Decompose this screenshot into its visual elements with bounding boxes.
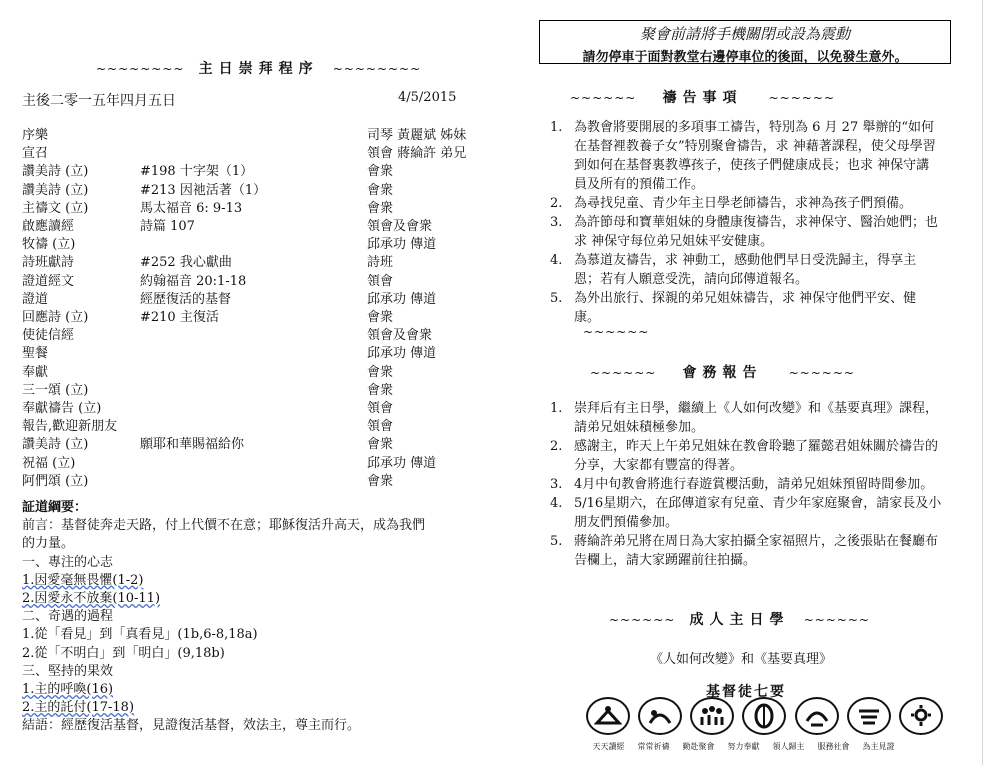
ornament-left: ~~~~~~~~ xyxy=(96,62,185,76)
item-text: 為教會將要開展的多項事工禱告，特別為 6 月 27 舉辦的“如何在基督裡教養子女”特別聚會禱告，求 神藉著課程，使父母學習到如何在基督裏教導孩子，使孩子們健康成長；也求 神保守講員及所有的預備工作。 xyxy=(574,120,936,192)
program-row xyxy=(22,251,452,269)
item-number: 2. xyxy=(550,196,563,211)
program-title: 主日崇拜程序 xyxy=(198,61,319,77)
program-item: 證道 xyxy=(22,291,49,307)
program-row xyxy=(22,160,452,178)
item-text: 5/16星期六，在邱傳道家有兒童、青少年家庭聚會，請家長及小朋友們預備參加。 xyxy=(574,496,942,530)
ornament-left: ~~~~~~ xyxy=(590,366,657,380)
essential-caption: 努力奉獻 xyxy=(727,742,760,751)
essential-caption: 為主見證 xyxy=(862,742,895,751)
bible-reading-icon xyxy=(586,697,630,735)
program-detail: 經歷復活的基督 xyxy=(140,291,232,307)
notice-box xyxy=(539,20,951,64)
ornament-right: ~~~~~~ xyxy=(788,366,855,380)
ornament-left: ~~~~~~ xyxy=(609,613,676,627)
item-text: 為許節母和寶華姐妹的身體康復禱告，求神保守、醫治她們；也求 神保守每位弟兄姐妹平安健康。 xyxy=(574,215,939,249)
program-row xyxy=(22,397,452,415)
sermon-line: 証道綱要： xyxy=(22,500,88,515)
program-item: 奉獻 xyxy=(22,364,49,380)
program-heading xyxy=(96,58,422,78)
seven-essentials-title: 基督徒七要 xyxy=(706,684,786,700)
sermon-line: 結語：經歷復活基督，見證復活基督，效法主，尊主而行。 xyxy=(22,718,361,734)
program-row xyxy=(22,379,452,397)
list-item xyxy=(550,532,942,570)
ornament-right: ~~~~~~ xyxy=(768,91,835,105)
seven-essentials-icons xyxy=(586,697,938,739)
program-item: 聖餐 xyxy=(22,346,49,362)
essential-caption: 天天讀經 xyxy=(592,742,625,751)
notice-phone: 聚會前請將手機關閉或設為震動 xyxy=(639,25,850,43)
sermon-line: 前言：基督徒奔走天路，付上代價不在意；耶穌復活升高天，成為我們 xyxy=(22,518,426,534)
program-row xyxy=(22,142,467,162)
news-list xyxy=(550,399,942,570)
item-number: 1. xyxy=(550,401,563,416)
program-person: 邱承功 傳道 xyxy=(367,455,437,471)
essential-caption: 服務社會 xyxy=(817,742,850,751)
program-person: 領會 xyxy=(367,419,394,435)
program-item: 啟應讀經 xyxy=(22,219,75,234)
news-title: 會務報告 xyxy=(682,365,763,381)
program-item: 報告,歡迎新朋友 xyxy=(22,419,118,435)
gathering-icon xyxy=(690,697,734,735)
item-text: 為尋找兒童、青少年主日學老師禱告，求神為孩子們預備。 xyxy=(574,196,913,211)
program-row xyxy=(22,270,452,288)
item-number: 5. xyxy=(550,534,563,549)
program-item: 三一頌 (立) xyxy=(22,382,89,398)
program-item: 主禱文 (立) xyxy=(22,200,89,216)
program-person: 領會 xyxy=(367,273,394,289)
program-item: 讚美詩 (立) xyxy=(22,182,89,198)
item-number: 1. xyxy=(550,120,563,135)
program-person: 會衆 xyxy=(367,182,394,198)
sermon-line: 二、奇遇的過程 xyxy=(22,609,114,625)
program-detail: #213 因祂活著（1） xyxy=(140,182,267,198)
program-row xyxy=(22,415,452,433)
program-item: 牧禱 (立) xyxy=(22,237,76,253)
sermon-line: 2.主的託付(17-18) xyxy=(22,700,135,716)
program-item: 祝福 (立) xyxy=(22,455,76,471)
news-heading xyxy=(590,362,890,382)
program-item: 證道經文 xyxy=(22,273,75,289)
item-number: 2. xyxy=(550,439,563,454)
program-person: 邱承功 傳道 xyxy=(367,291,437,307)
prayer-heading xyxy=(570,87,870,107)
program-row xyxy=(22,215,452,233)
list-item xyxy=(550,494,942,532)
list-item xyxy=(550,194,938,213)
list-item xyxy=(550,399,942,437)
item-number: 4. xyxy=(550,253,563,268)
program-item: 讚美詩 (立) xyxy=(22,437,89,453)
program-item: 阿們頌 (立) xyxy=(22,473,89,489)
item-text: 感謝主，昨天上午弟兄姐妹在教會聆聽了羅懿君姐妹關於禱告的分享，大家都有豐富的得著。 xyxy=(574,439,939,473)
list-item xyxy=(550,251,938,289)
ornament-right: ~~~~~~~~ xyxy=(332,62,422,76)
program-row xyxy=(22,197,452,215)
program-item: 序樂 xyxy=(22,128,49,143)
item-text: 為慕道友禱告，求 神動工，感動他們早日受洗歸主，得享主恩；若有人願意受洗，請向邱傳道報名。 xyxy=(574,253,917,287)
program-person: 領會及會衆 xyxy=(367,328,433,344)
list-item xyxy=(550,213,938,251)
program-person: 司琴 黃麗斌 姊妹 xyxy=(367,128,467,143)
essential-caption: 領人歸主 xyxy=(772,742,805,751)
school-course: 《人如何改變》和《基要真理》 xyxy=(650,652,833,667)
item-text: 蔣綸許弟兄將在周日為大家拍攝全家福照片，之後張貼在餐廳布告欄上，請大家踴躍前往拍攝。 xyxy=(574,534,939,568)
prayer-list xyxy=(550,118,938,327)
school-title: 成人主日學 xyxy=(689,612,790,628)
program-person: 會衆 xyxy=(367,364,394,380)
offering-icon xyxy=(742,697,786,735)
item-text: 為外出旅行、探親的弟兄姐妹禱告，求 神保守他們平安、健康。 xyxy=(574,291,917,325)
list-item xyxy=(550,289,938,327)
program-item: 奉獻禱告 (立) xyxy=(22,401,102,416)
sermon-line: 三、堅持的果效 xyxy=(22,663,114,679)
program-row xyxy=(22,433,452,451)
list-item xyxy=(550,475,942,494)
item-number: 3. xyxy=(550,477,563,492)
program-person: 會衆 xyxy=(367,437,394,453)
service-date-numeric: 4/5/2015 xyxy=(398,90,457,105)
program-row xyxy=(22,324,452,342)
sermon-line: 一、專注的心志 xyxy=(22,554,114,570)
program-row xyxy=(22,124,467,143)
essential-caption: 常常祈禱 xyxy=(637,742,670,751)
evangelism-icon xyxy=(795,697,839,735)
sermon-line: 的力量。 xyxy=(22,536,75,552)
ornament-divider: ~~~~~~ xyxy=(583,325,650,339)
seven-essentials-captions xyxy=(586,738,938,753)
program-row xyxy=(22,306,452,324)
program-detail: 願耶和華賜福給你 xyxy=(140,437,245,453)
prayer-icon xyxy=(638,697,682,735)
program-item: 使徒信經 xyxy=(22,328,75,344)
item-number: 5. xyxy=(550,291,563,306)
program-item: 回應詩 (立) xyxy=(22,310,89,325)
program-row xyxy=(22,452,452,470)
essential-caption: 勤赴聚會 xyxy=(682,742,715,751)
prayer-title: 禱告事項 xyxy=(662,90,743,106)
program-row xyxy=(22,361,452,379)
program-item: 宣召 xyxy=(22,146,49,162)
program-row xyxy=(22,288,452,306)
program-person: 會衆 xyxy=(367,164,394,180)
program-person: 領會 xyxy=(367,401,394,416)
program-person: 會衆 xyxy=(367,473,394,489)
program-row xyxy=(22,179,452,197)
program-person: 詩班 xyxy=(367,255,394,271)
item-text: 4月中旬教會將進行春遊賞櫻活動，請弟兄姐妹預留時間參加。 xyxy=(574,477,934,492)
sermon-line: 2.因愛永不放棄(10-11) xyxy=(22,591,161,606)
ornament-right: ~~~~~~ xyxy=(803,613,870,627)
program-detail: 馬太福音 6: 9-13 xyxy=(140,200,243,216)
program-detail: #210 主復活 xyxy=(140,310,219,325)
program-item: 詩班獻詩 xyxy=(22,255,75,271)
sermon-line: 1.主的呼喚(16) xyxy=(22,682,114,697)
program-person: 領會及會衆 xyxy=(367,219,433,234)
program-person: 邱承功 傳道 xyxy=(367,346,437,362)
sermon-line: 2.從「不明白」到「明白」(9,18b) xyxy=(22,645,225,661)
program-detail: #198 十字架（1） xyxy=(140,164,254,180)
service-date: 主後二零一五年四月五日 xyxy=(22,93,176,109)
list-item xyxy=(550,437,942,475)
sermon-line: 1.因愛毫無畏懼(1-2) xyxy=(22,572,144,588)
item-text: 崇拜后有主日學，繼續上《人如何改變》和《基要真理》課程，請弟兄姐妹積極參加。 xyxy=(574,401,939,435)
program-person: 領會 蔣綸許 弟兄 xyxy=(367,146,467,162)
program-person: 會衆 xyxy=(367,382,394,398)
page-edge-line xyxy=(982,0,983,765)
witness-icon xyxy=(899,697,943,735)
program-person: 邱承功 傳道 xyxy=(367,237,437,253)
notice-parking: 請勿停車于面對教堂右邊停車位的後面，以免發生意外。 xyxy=(582,50,908,65)
program-item: 讚美詩 (立) xyxy=(22,164,89,180)
community-service-icon xyxy=(847,697,891,735)
program-row xyxy=(22,233,452,251)
program-row xyxy=(22,470,452,488)
program-detail: 約翰福音 20:1-18 xyxy=(140,273,247,289)
program-detail: 詩篇 107 xyxy=(140,219,195,234)
program-person: 會衆 xyxy=(367,200,394,216)
program-row xyxy=(22,342,452,360)
sermon-line: 1.從「看見」到「真看見」(1b,6-8,18a) xyxy=(22,627,258,643)
ornament-left: ~~~~~~ xyxy=(570,91,637,105)
program-detail: #252 我心獻曲 xyxy=(140,255,232,271)
list-item xyxy=(550,118,938,194)
item-number: 4. xyxy=(550,496,563,511)
item-number: 3. xyxy=(550,215,563,230)
school-heading xyxy=(609,609,909,629)
program-person: 會衆 xyxy=(367,310,394,325)
